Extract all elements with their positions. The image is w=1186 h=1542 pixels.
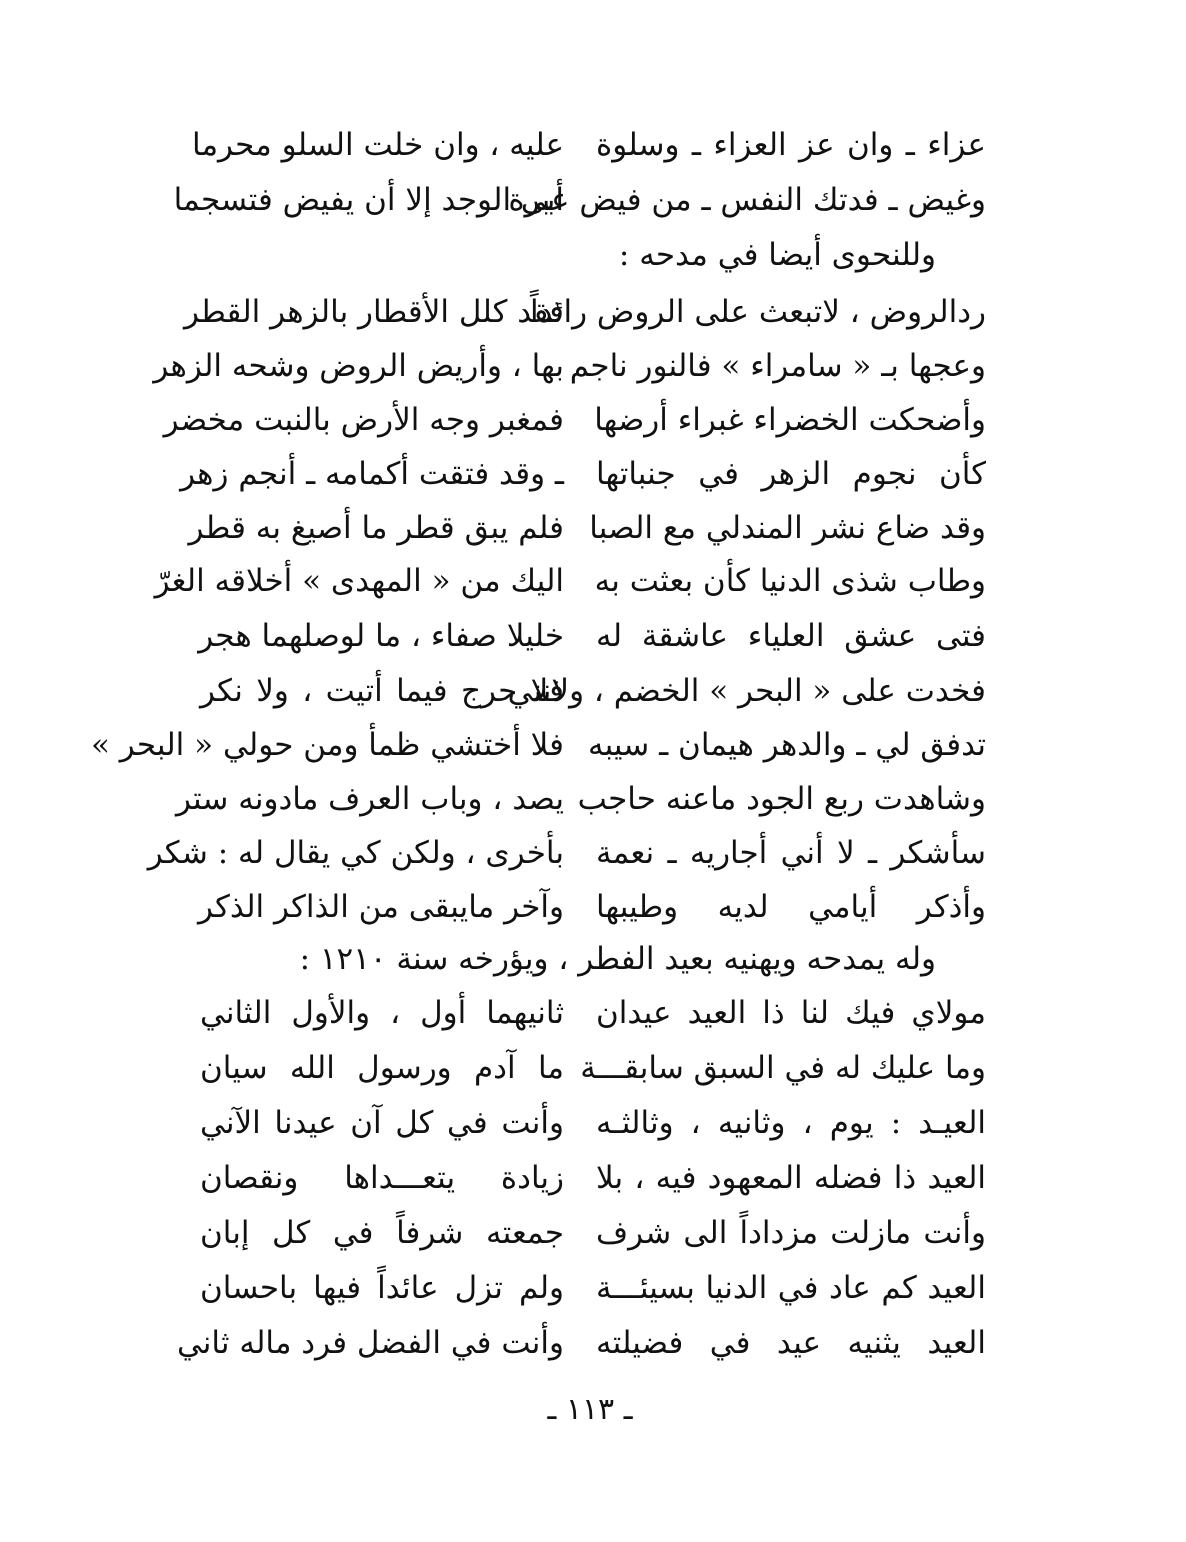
poem2-verse2-first: وعجها بـ « سامراء » فالنور ناجم — [569, 348, 986, 384]
poem2-verse9-second: فلا أختشي ظمأ ومن حولي « البحر » — [90, 727, 564, 763]
poem2-verse7-first: فتى عشق العلياء عاشقة له — [596, 618, 986, 654]
poem3-verse4-second: زيادة يتعـــداها ونقصان — [200, 1160, 564, 1196]
poem2-verse1-second: فقد كلل الأقطار بالزهر القطر — [184, 294, 564, 330]
poem2-verse5-second: فلم يبق قطر ما أصيغ به قطر — [188, 510, 564, 546]
intro-poem2: وللنحوى أيضا في مدحه : — [618, 237, 936, 273]
poem2-verse8-first: فخدت على « البحر » الخضم ، ولانني — [507, 673, 986, 709]
poem2-verse4-first: كأن نجوم الزهر في جنباتها — [596, 456, 986, 492]
poem2-verse3-second: فمغبر وجه الأرض بالنبت مخضر — [163, 402, 564, 438]
poem2-verse6-second: اليك من « المهدى » أخلاقه الغرّ — [154, 563, 564, 599]
poem2-verse3-first: وأضحكت الخضراء غبراء أرضها — [594, 402, 986, 438]
poem3-verse7-second: وأنت في الفضل فرد ماله ثاني — [176, 1325, 564, 1361]
poem3-verse5-second: جمعته شرفاً في كل إبان — [200, 1215, 564, 1251]
poem2-verse7-second: خليلا صفاء ، ما لوصلهما هجر — [198, 618, 564, 654]
poem2-verse9-first: تدفق لي ـ والدهر هيمان ـ سيبه — [587, 727, 986, 763]
poem2-verse11-second: بأخرى ، ولكن كي يقال له : شكر — [147, 835, 564, 871]
poem2-verse12-second: وآخر مايبقى من الذاكر الذكر — [197, 889, 564, 925]
poem1-verse2-first: وغيض ـ فدتك النفس ـ من فيض عبرة — [508, 182, 986, 218]
poem3-verse4-first: العيد ذا فضله المعهود فيه ، بلا — [596, 1160, 986, 1196]
poem3-verse3-second: وأنت في كل آن عيدنا الآني — [200, 1105, 564, 1141]
poem3-verse5-first: وأنت مازلت مزداداً الى شرف — [596, 1215, 986, 1251]
poem2-verse6-first: وطاب شذى الدنيا كأن بعثت به — [594, 563, 986, 599]
poem1-verse2-second: أبى الوجد إلا أن يفيض فتسجما — [173, 182, 564, 218]
poem2-verse1-first: ردالروض ، لاتبعث على الروض رائداً — [529, 294, 986, 330]
poem2-verse12-first: وأذكر أيامي لديه وطيبها — [596, 889, 986, 925]
poem3-verse2-first: وما عليك له في السبق سابقـــة — [580, 1050, 986, 1086]
poem3-verse6-second: ولم تزل عائداً فيها باحسان — [200, 1270, 564, 1306]
poem2-verse11-first: سأشكر ـ لا أني أجاريه ـ نعمة — [596, 835, 986, 871]
poem3-verse2-second: ما آدم ورسول الله سيان — [200, 1050, 564, 1086]
poem2-verse10-second: يصد ، وباب العرف مادونه ستر — [175, 781, 564, 817]
poem2-verse10-first: وشاهدت ربع الجود ماعنه حاجب — [577, 781, 986, 817]
poem3-verse6-first: العيد كم عاد في الدنيا بسيئـــة — [596, 1270, 986, 1306]
poem3-verse1-second: ثانيهما أول ، والأول الثاني — [200, 995, 564, 1031]
poem2-verse2-second: بها ، وأريض الروض وشحه الزهر — [153, 348, 564, 384]
page-number: ـ ١١٣ ـ — [547, 1392, 633, 1427]
poem3-verse1-first: مولاي فيك لنا ذا العيد عيدان — [596, 995, 986, 1031]
poem1-verse1-second: عليه ، وان خلت السلو محرما — [192, 127, 564, 163]
intro-poem3: وله يمدحه ويهنيه بعيد الفطر ، ويؤرخه سنة ١٢١٠ : — [299, 941, 936, 977]
poem2-verse8-second: فلا حرج فيما أتيت ، ولا نكر — [200, 673, 564, 709]
poem3-verse3-first: العيـد : يوم ، وثانيه ، وثالثـه — [596, 1105, 986, 1141]
poem1-verse1-first: عزاء ـ وان عز العزاء ـ وسلوة — [596, 127, 986, 163]
poem2-verse5-first: وقد ضاع نشر المندلي مع الصبا — [589, 510, 986, 546]
poem2-verse4-second: ـ وقد فتقت أكمامه ـ أنجم زهر — [180, 456, 564, 492]
poem3-verse7-first: العيد يثنيه عيد في فضيلته — [596, 1325, 986, 1361]
